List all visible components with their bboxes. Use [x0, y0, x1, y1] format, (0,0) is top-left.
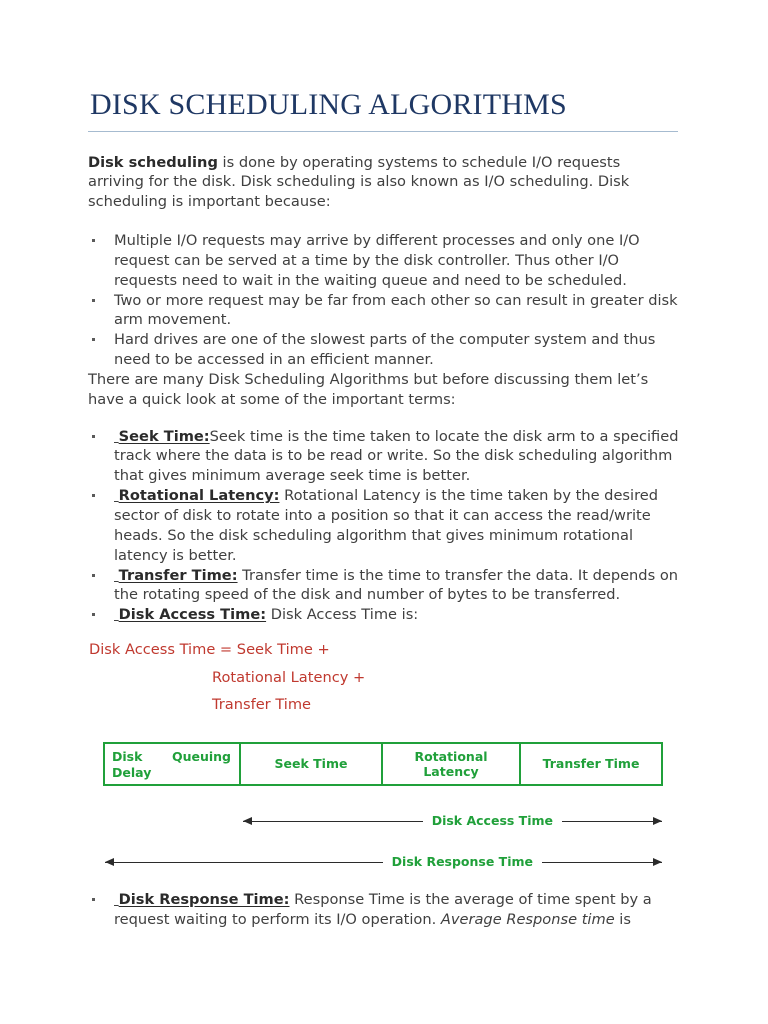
reason-text: Two or more request may be far from each other so can result in greater disk arm movement.: [114, 291, 678, 329]
list-item: [88, 427, 680, 487]
segment-queuing-delay: [105, 744, 241, 784]
queuing-delay-line2: Delay: [112, 764, 152, 780]
segment-transfer-time: [521, 744, 661, 784]
term-definition: Transfer time is the time to transfer the data. It depends on the rotating speed of the disk and number of bytes to be transferred.: [114, 566, 678, 604]
response-text-after: is: [614, 910, 631, 928]
response-italic-phrase: Average Response time: [440, 910, 615, 928]
formula-block: [88, 643, 680, 713]
page-title: DISK SCHEDULING ALGORITHMS: [90, 88, 567, 121]
term-definition: Disk Access Time is:: [266, 606, 419, 624]
arrow-line-left: [243, 821, 423, 822]
arrow-line-right: [562, 821, 662, 822]
formula-line-3: Transfer Time: [212, 696, 312, 714]
segment-rotational-latency: [383, 744, 521, 784]
segment-seek-time-label: Seek Time: [274, 756, 348, 772]
list-item: [88, 231, 680, 291]
arrow-disk-access-time: [243, 812, 662, 830]
list-item: [88, 291, 680, 331]
reason-text: Multiple I/O requests may arrive by different processes and only one I/O request can be served at a time by the disk controller. Thus other I/O requests need to wait in the waiting queue and need to be scheduled.: [114, 232, 640, 289]
intro-paragraph: [88, 153, 680, 213]
segment-queuing-delay-left: [112, 749, 151, 780]
term-definition: Seek time is the time taken to locate the disk arm to a specified track where the data is to be read or write. So the disk scheduling algorithm that gives minimum average seek time is better.: [114, 427, 679, 485]
terms-list: [88, 427, 680, 625]
response-text-before: Response Time is the average of time spent by a request waiting to perform its I/O operation.: [114, 891, 652, 928]
list-item: [88, 330, 680, 370]
arrow-disk-response-time: [105, 853, 662, 871]
list-item: [88, 486, 680, 565]
reason-text: Hard drives are one of the slowest parts of the computer system and thus need to be accessed in an efficient manner.: [114, 331, 656, 369]
segment-queuing-delay-right: Queuing: [171, 749, 231, 764]
reasons-list: [88, 231, 680, 370]
arrow-label-disk-response-time: Disk Response Time: [383, 856, 542, 869]
arrow-line-left: [105, 862, 383, 863]
segment-seek-time: [241, 744, 383, 784]
term-label: Seek Time:: [118, 427, 210, 445]
response-time-block: [88, 890, 682, 930]
term-definition: Rotational Latency is the time taken by the desired sector of disk to rotate into a position so that it can access the read/write heads. So the disk scheduling algorithm that gives minimum rotational latency is better.: [114, 487, 659, 564]
disk-timing-diagram: [103, 742, 663, 786]
intro-lead-bold: Disk scheduling: [88, 153, 218, 171]
segment-transfer-time-label: Transfer Time: [542, 756, 640, 772]
transition-paragraph: There are many Disk Scheduling Algorithms but before discussing them let’s have a quick look at some of the important terms:: [88, 370, 649, 408]
timing-segments-row: [103, 742, 663, 786]
arrow-line-right: [542, 862, 662, 863]
term-label: Disk Access Time:: [118, 606, 267, 624]
list-item: [88, 566, 680, 606]
list-item: [88, 890, 682, 930]
list-item: [88, 605, 680, 625]
formula-line-1: Disk Access Time = Seek Time +: [89, 641, 330, 659]
rotational-latency-line2: Latency: [423, 764, 479, 779]
arrow-row: [105, 853, 662, 871]
segment-rotational-latency-label: [414, 749, 487, 780]
formula-line-2: Rotational Latency +: [212, 668, 366, 686]
response-time-list: [88, 890, 682, 930]
queuing-delay-line1: Disk: [112, 749, 143, 764]
document-content: [88, 88, 680, 713]
intro-lead-rest: is done by operating systems to schedule I/O requests arriving for the disk. Disk scheduling is also known as I/O scheduling. Disk scheduling is important because:: [88, 153, 630, 211]
term-label: Transfer Time:: [118, 566, 238, 584]
arrow-row: [243, 812, 662, 830]
term-label: Rotational Latency:: [118, 487, 280, 505]
rotational-latency-line1: Rotational: [414, 748, 488, 764]
arrow-label-disk-access-time: Disk Access Time: [423, 815, 562, 828]
term-label: Disk Response Time:: [118, 891, 290, 908]
